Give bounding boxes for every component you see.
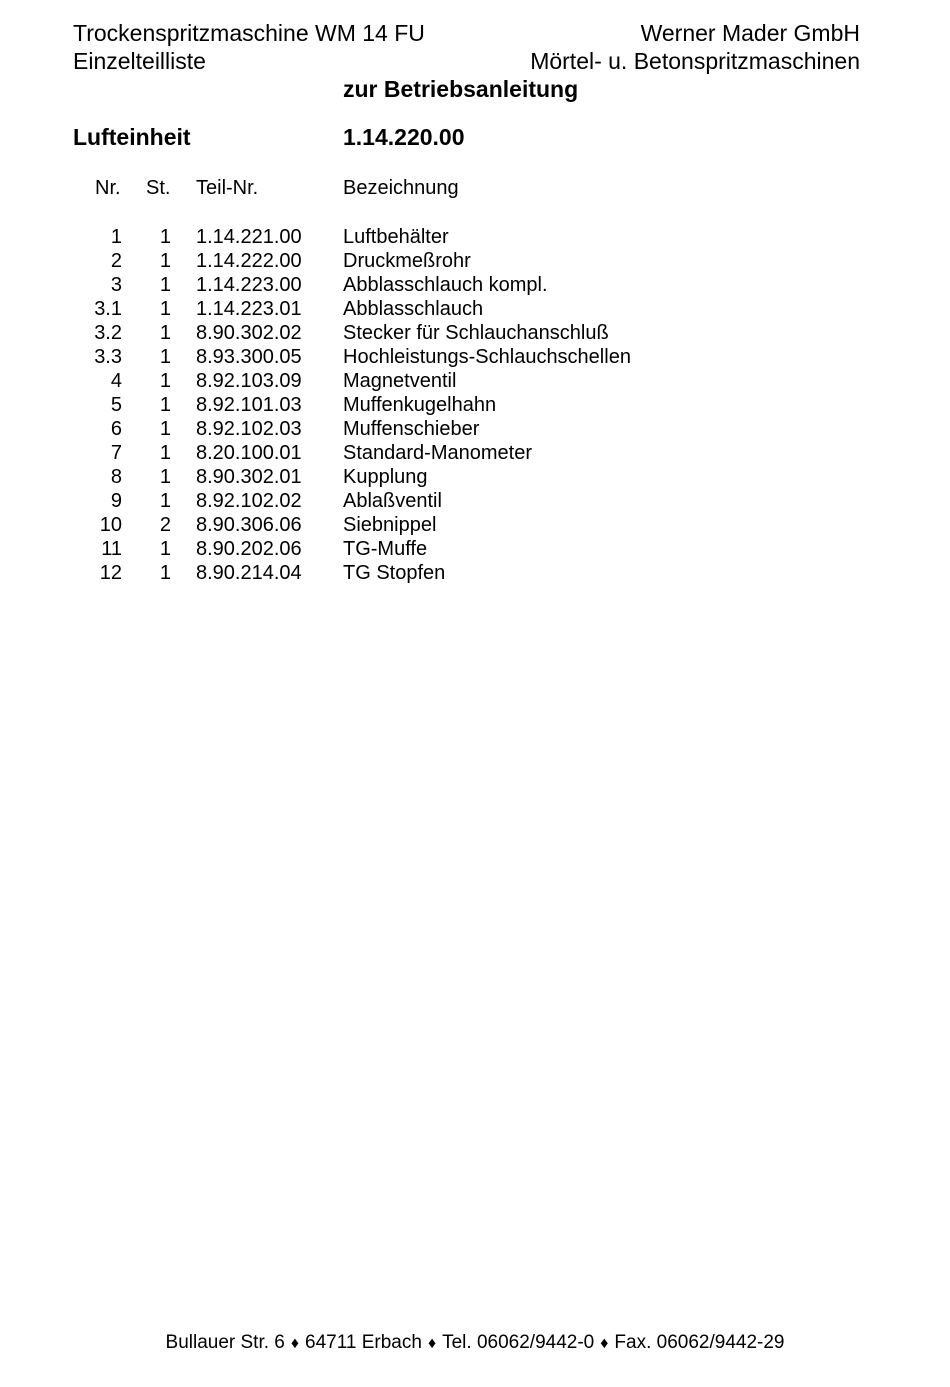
part-description: TG-Muffe xyxy=(343,538,428,560)
part-id: 8.92.102.03 xyxy=(196,418,302,440)
table-row xyxy=(0,537,950,561)
part-quantity: 1 xyxy=(159,250,171,272)
part-number: 1 xyxy=(110,226,122,248)
part-number: 9 xyxy=(110,490,122,512)
part-quantity: 2 xyxy=(159,514,171,536)
part-description: Magnetventil xyxy=(343,370,457,392)
part-id: 8.20.100.01 xyxy=(196,442,302,464)
table-row xyxy=(0,417,950,441)
part-id: 8.90.202.06 xyxy=(196,538,302,560)
part-quantity: 1 xyxy=(159,394,171,416)
part-number: 6 xyxy=(110,418,122,440)
section-code: 1.14.220.00 xyxy=(343,124,465,150)
footer-phone: Tel. 06062/9442-0 xyxy=(442,1332,595,1353)
footer-fax: Fax. 06062/9442-29 xyxy=(614,1332,785,1353)
part-description: Luftbehälter xyxy=(343,226,449,248)
part-id: 8.90.214.04 xyxy=(196,562,302,584)
table-row xyxy=(0,321,950,345)
company-tagline: Mörtel- u. Betonspritzmaschinen xyxy=(530,48,860,74)
part-quantity: 1 xyxy=(159,562,171,584)
part-description: Kupplung xyxy=(343,466,428,488)
part-quantity: 1 xyxy=(159,538,171,560)
part-description: Abblasschlauch kompl. xyxy=(343,274,548,296)
part-id: 8.90.302.01 xyxy=(196,466,302,488)
manual-reference: zur Betriebsanleitung xyxy=(343,76,579,102)
table-row xyxy=(0,369,950,393)
part-description: Muffenkugelhahn xyxy=(343,394,497,416)
part-quantity: 1 xyxy=(159,418,171,440)
part-id: 8.92.103.09 xyxy=(196,370,302,392)
part-quantity: 1 xyxy=(159,442,171,464)
footer-address xyxy=(0,1332,950,1354)
part-id: 1.14.221.00 xyxy=(196,226,302,248)
company-name: Werner Mader GmbH xyxy=(640,20,860,46)
part-quantity: 1 xyxy=(159,322,171,344)
part-number: 3.1 xyxy=(94,298,122,320)
document-type: Einzelteilliste xyxy=(73,48,206,74)
part-id: 1.14.222.00 xyxy=(196,250,302,272)
part-quantity: 1 xyxy=(159,490,171,512)
column-header-st: St. xyxy=(146,177,171,199)
part-description: Muffenschieber xyxy=(343,418,480,440)
part-description: Siebnippel xyxy=(343,514,437,536)
part-number: 2 xyxy=(110,250,122,272)
parts-list xyxy=(0,225,950,585)
part-number: 10 xyxy=(99,514,122,536)
part-id: 1.14.223.00 xyxy=(196,274,302,296)
part-id: 1.14.223.01 xyxy=(196,298,302,320)
part-description: Standard-Manometer xyxy=(343,442,532,464)
part-id: 8.92.101.03 xyxy=(196,394,302,416)
table-row xyxy=(0,513,950,537)
part-number: 12 xyxy=(99,562,122,584)
table-row xyxy=(0,249,950,273)
table-row xyxy=(0,393,950,417)
table-row xyxy=(0,561,950,585)
table-row xyxy=(0,273,950,297)
footer-city: 64711 Erbach xyxy=(305,1332,422,1353)
column-header-bezeichnung: Bezeichnung xyxy=(343,177,459,199)
diamond-separator-icon: ♦ xyxy=(290,1335,300,1352)
table-row xyxy=(0,345,950,369)
part-quantity: 1 xyxy=(159,346,171,368)
part-number: 3 xyxy=(110,274,122,296)
part-id: 8.90.302.02 xyxy=(196,322,302,344)
table-row xyxy=(0,297,950,321)
section-title: Lufteinheit xyxy=(73,124,191,150)
part-id: 8.90.306.06 xyxy=(196,514,302,536)
part-number: 3.3 xyxy=(94,346,122,368)
part-quantity: 1 xyxy=(159,370,171,392)
table-row xyxy=(0,489,950,513)
part-description: Ablaßventil xyxy=(343,490,442,512)
part-number: 11 xyxy=(101,538,122,560)
part-number: 7 xyxy=(110,442,122,464)
part-description: Abblasschlauch xyxy=(343,298,484,320)
column-header-teil-nr: Teil-Nr. xyxy=(196,177,259,199)
part-description: TG Stopfen xyxy=(343,562,446,584)
table-row xyxy=(0,225,950,249)
table-row xyxy=(0,441,950,465)
part-quantity: 1 xyxy=(159,226,171,248)
part-number: 8 xyxy=(110,466,122,488)
column-header-nr: Nr. xyxy=(95,177,121,199)
diamond-separator-icon: ♦ xyxy=(600,1335,609,1352)
part-description: Stecker für Schlauchanschluß xyxy=(343,322,609,344)
part-id: 8.93.300.05 xyxy=(196,346,302,368)
part-quantity: 1 xyxy=(159,274,171,296)
part-quantity: 1 xyxy=(159,298,171,320)
part-description: Hochleistungs-Schlauchschellen xyxy=(343,346,631,368)
part-id: 8.92.102.02 xyxy=(196,490,302,512)
table-row xyxy=(0,465,950,489)
part-number: 4 xyxy=(110,370,122,392)
part-quantity: 1 xyxy=(159,466,171,488)
diamond-separator-icon: ♦ xyxy=(427,1335,437,1352)
footer-street: Bullauer Str. 6 xyxy=(165,1332,285,1353)
machine-title: Trockenspritzmaschine WM 14 FU xyxy=(73,20,425,46)
part-description: Druckmeßrohr xyxy=(343,250,471,272)
part-number: 3.2 xyxy=(94,322,122,344)
part-number: 5 xyxy=(110,394,122,416)
